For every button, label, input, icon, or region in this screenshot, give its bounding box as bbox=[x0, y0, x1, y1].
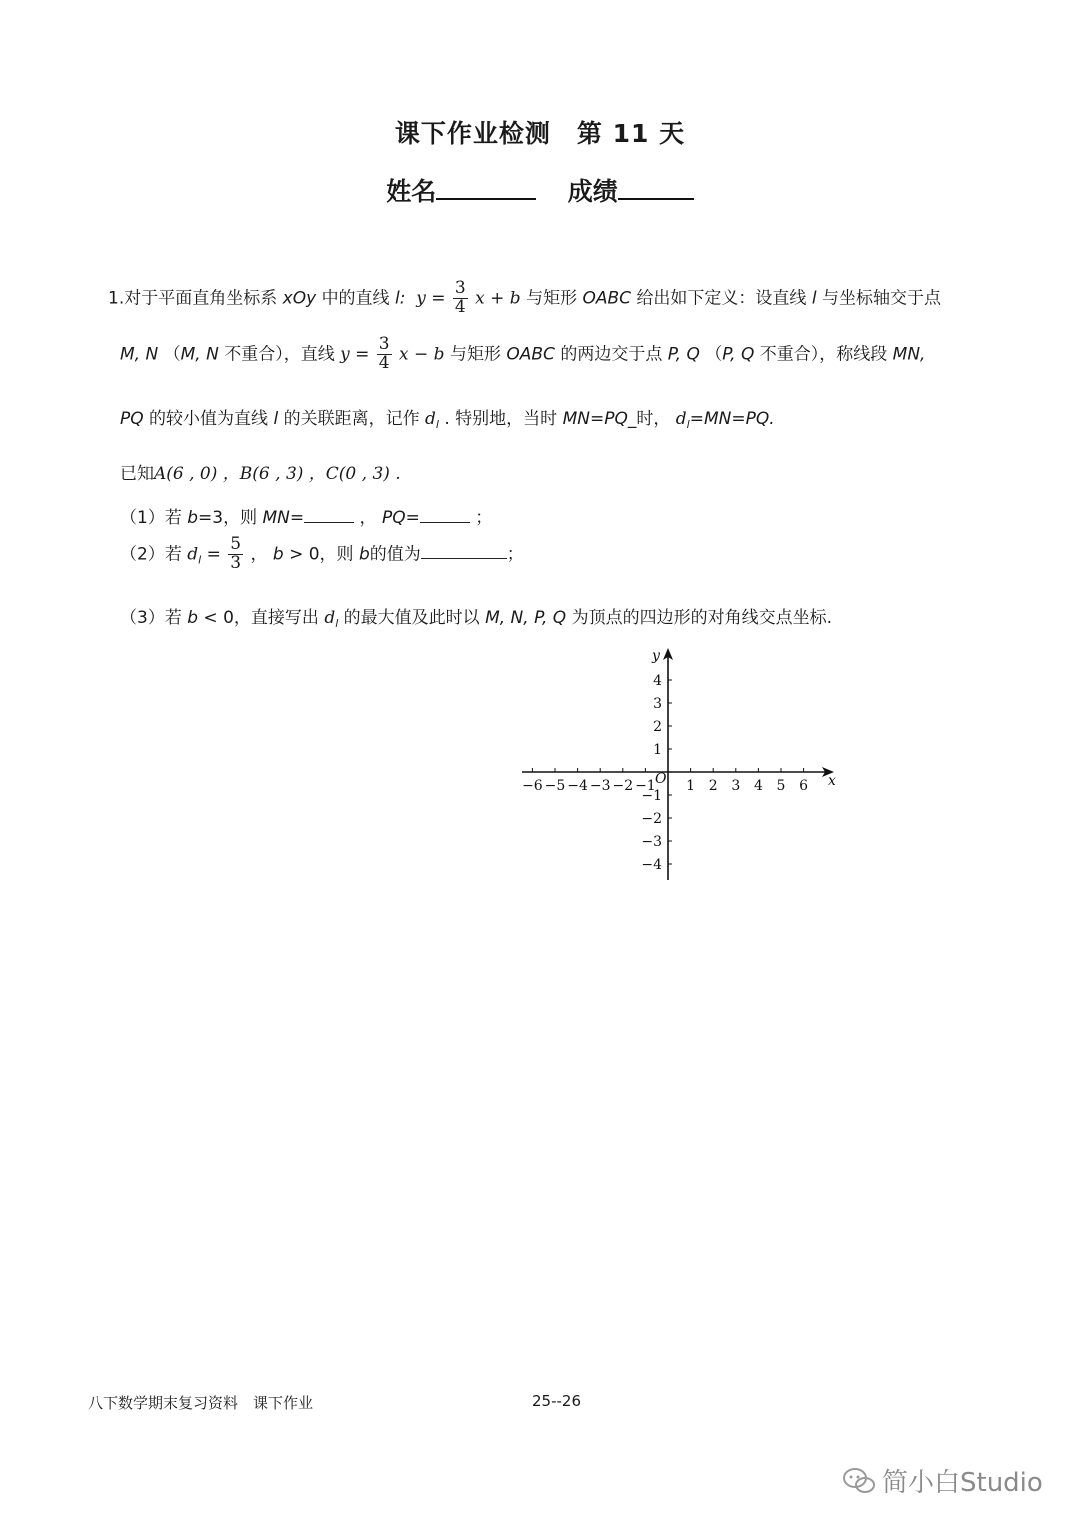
x-tick-label: −6 bbox=[522, 778, 543, 794]
fraction-3-4-b: $\frac{3}{4}$ bbox=[378, 334, 390, 373]
x-tick-label: −3 bbox=[589, 778, 611, 794]
y-tick-label: 1 bbox=[653, 742, 662, 758]
score-blank[interactable] bbox=[618, 172, 694, 200]
question-1: （1）若 b=3，则 MN= ， PQ= ； bbox=[120, 503, 492, 528]
fraction-5-3: $\frac{5}{3}$ bbox=[230, 534, 242, 573]
name-blank[interactable] bbox=[436, 172, 536, 200]
problem-line-3: PQ 的较小值为直线 l 的关联距离，记作 $d_l$ . 特别地，当时 MN=PQ_时， $d_l=MN=PQ$. bbox=[120, 409, 775, 431]
y-tick-label: 4 bbox=[653, 673, 662, 689]
watermark: 简小白Studio bbox=[842, 1462, 1043, 1499]
x-tick-label: 6 bbox=[799, 778, 809, 794]
y-tick-label: −2 bbox=[641, 811, 662, 827]
coordinate-axes bbox=[500, 640, 860, 890]
x-tick-label: −2 bbox=[612, 778, 634, 794]
name-label: 姓名 bbox=[386, 177, 437, 206]
x-tick-label: −5 bbox=[544, 778, 566, 794]
b-value-blank[interactable] bbox=[421, 540, 507, 559]
y-tick-label: −3 bbox=[641, 834, 662, 850]
y-tick-label: −1 bbox=[641, 788, 662, 804]
x-tick-label: −4 bbox=[567, 778, 588, 794]
problem-line-1: 1.对于平面直角坐标系 xOy 中的直线 l: y = $\frac{3}{4}$ x + b 与矩形 OABC 给出如下定义：设直线 l 与坐标轴交于点 bbox=[108, 278, 941, 317]
fraction-3-4: $\frac{3}{4}$ bbox=[454, 278, 466, 317]
x-tick-label: 5 bbox=[776, 778, 786, 794]
y-tick-label: 3 bbox=[653, 696, 662, 712]
x-tick-label: 4 bbox=[753, 778, 763, 794]
x-axis-label: x bbox=[828, 773, 836, 789]
y-tick-label: 2 bbox=[653, 719, 662, 735]
pq-answer-blank[interactable] bbox=[420, 504, 470, 523]
question-3: （3）若 b < 0，直接写出 $d_l$ 的最大值及此时以 M, N, P, Q 为顶点的四边形的对角线交点坐标. bbox=[120, 608, 832, 630]
page-number: 25--26 bbox=[532, 1392, 581, 1410]
name-score-line bbox=[0, 172, 1080, 208]
wechat-icon bbox=[842, 1467, 876, 1495]
y-axis-label: y bbox=[652, 648, 660, 664]
score-label: 成绩 bbox=[567, 177, 618, 206]
origin-label: O bbox=[655, 771, 667, 787]
x-tick-label: 3 bbox=[731, 778, 741, 794]
x-tick-label: 2 bbox=[708, 778, 718, 794]
known-points: 已知A(6 , 0) ，B(6 , 3) ，C(0 , 3) . bbox=[120, 464, 401, 484]
problem-line-2: M, N （M, N 不重合），直线 y = $\frac{3}{4}$ x − b 与矩形 OABC 的两边交于点 P, Q （P, Q 不重合），称线段 MN, bbox=[120, 334, 926, 373]
page-title: 课下作业检测 第 11 天 bbox=[394, 119, 686, 148]
question-2: （2）若 $d_l$ = $\frac{5}{3}$ ， b > 0，则 b的值为 ； bbox=[120, 534, 524, 573]
mn-answer-blank[interactable] bbox=[304, 504, 354, 523]
footer-source: 八下数学期末复习资料 课下作业 bbox=[88, 1394, 314, 1412]
y-tick-label: −4 bbox=[641, 857, 662, 873]
x-tick-label: −1 bbox=[635, 778, 656, 794]
x-tick-label: 1 bbox=[686, 778, 696, 794]
